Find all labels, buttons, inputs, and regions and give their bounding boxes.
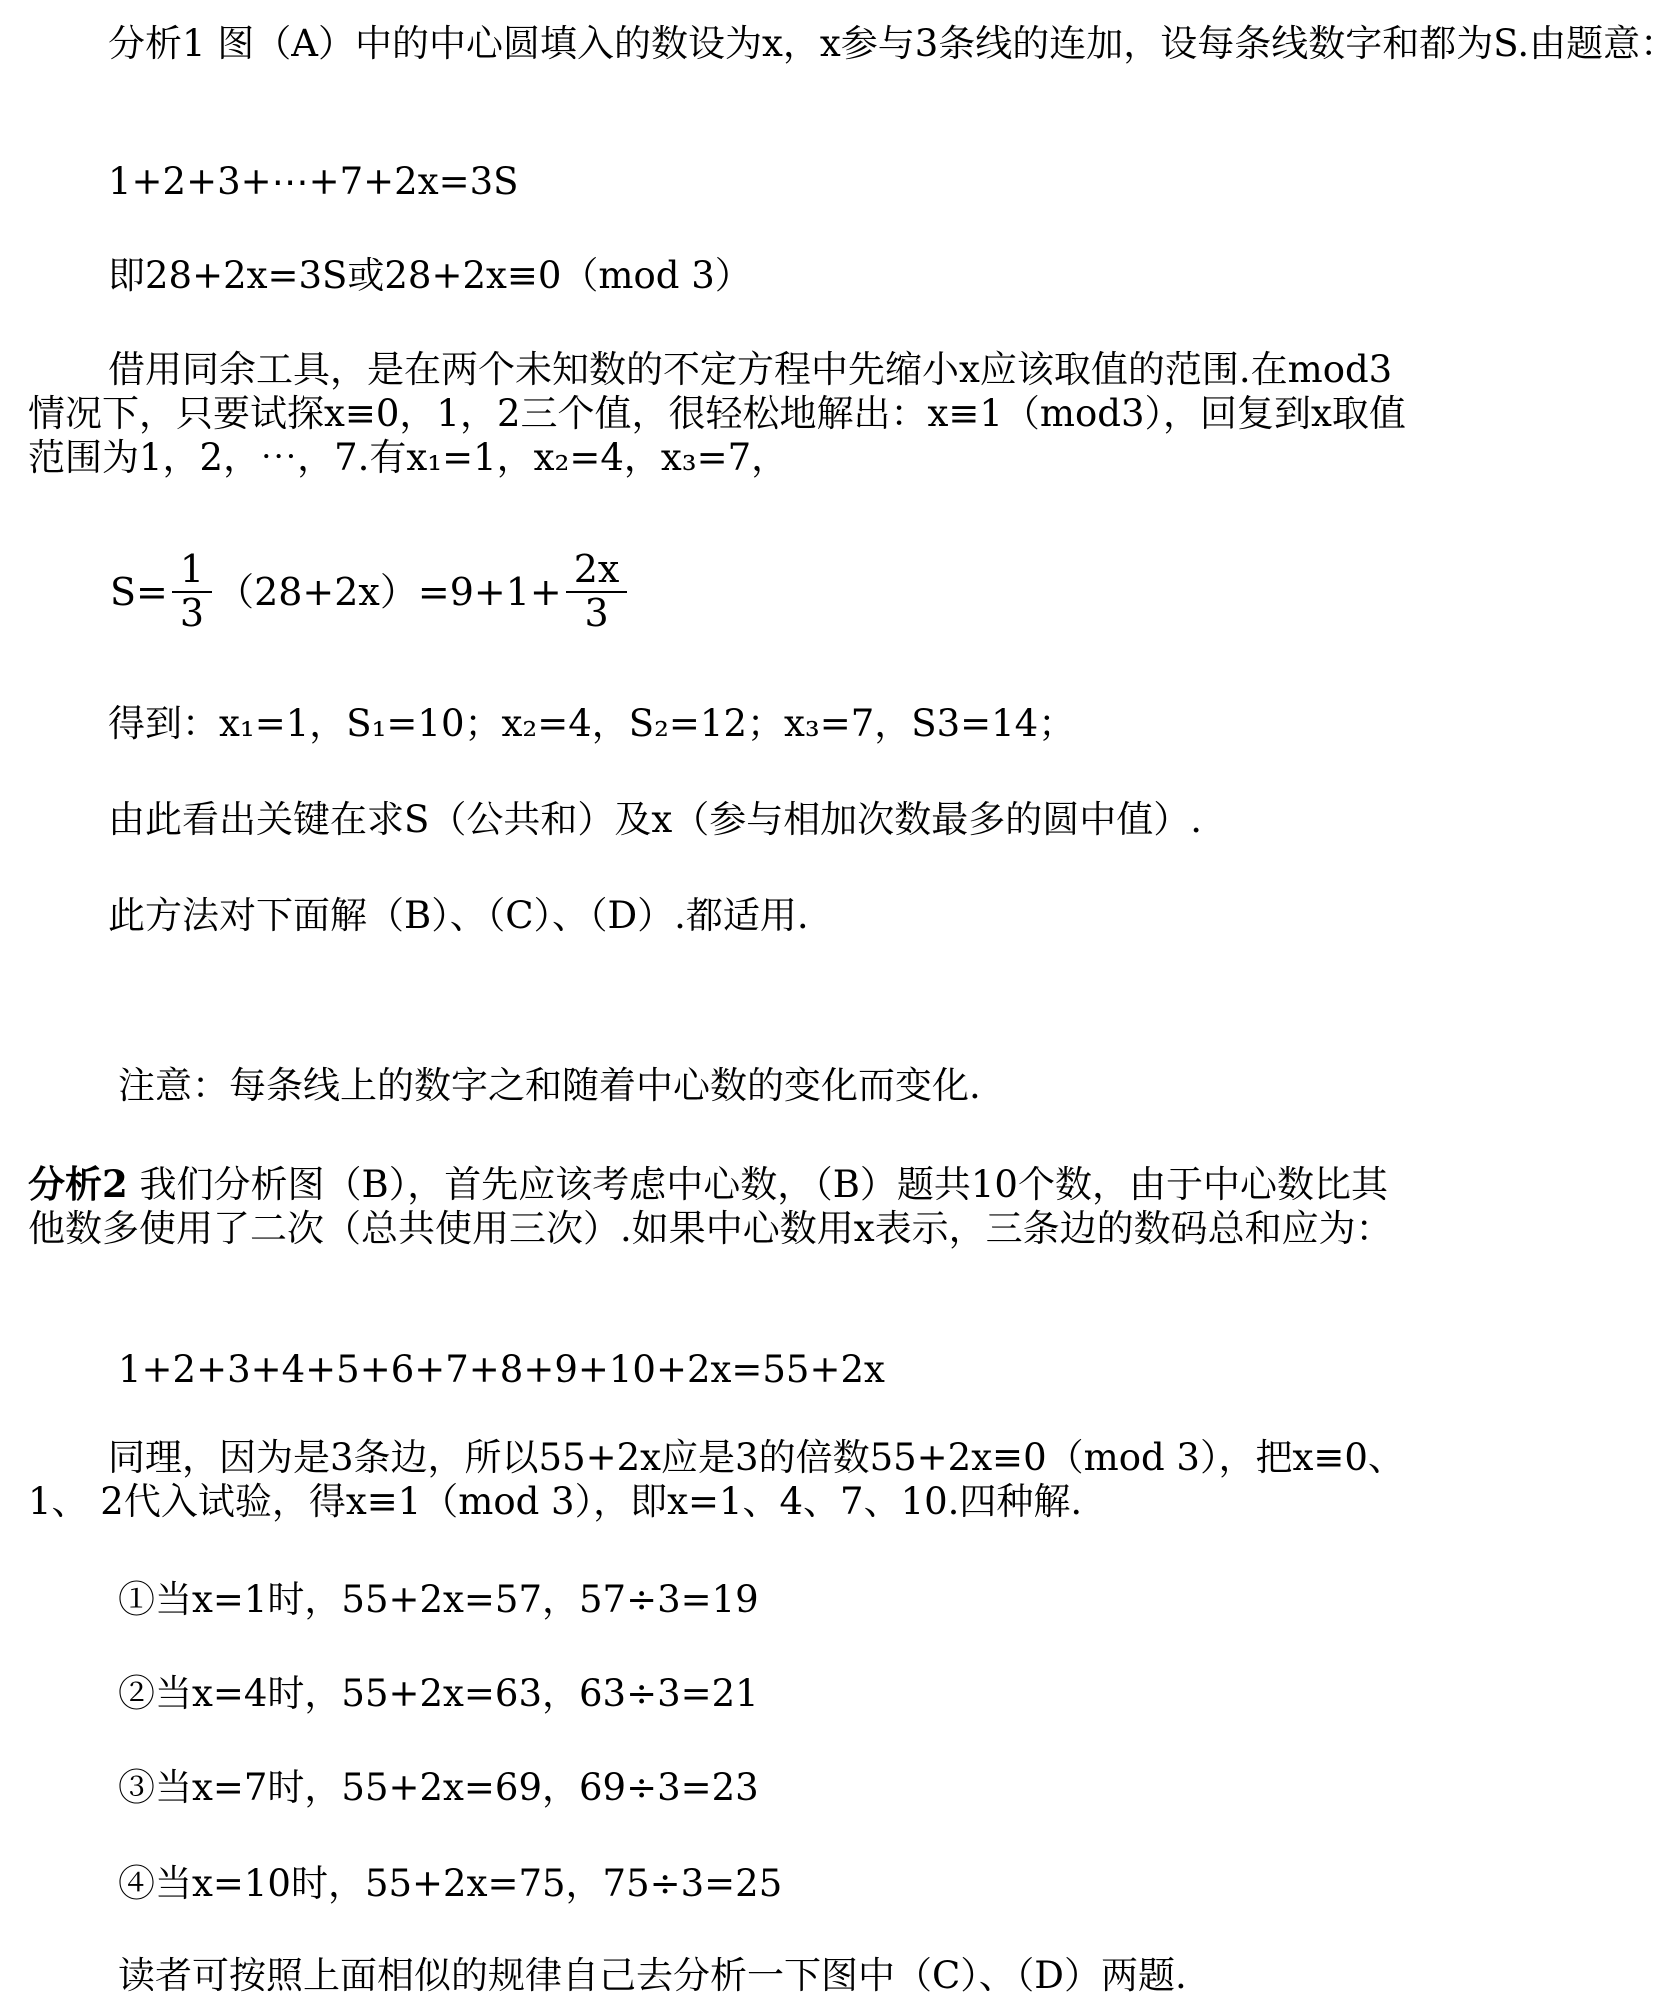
case-item: ③当x=7时，55+2x=69，69÷3=23 bbox=[118, 1766, 759, 1809]
analysis1-results: 得到：x₁=1，S₁=10；x₂=4，S₂=12；x₃=7，S3=14； bbox=[108, 702, 1076, 745]
s-formula bbox=[110, 542, 623, 642]
analysis1-congruence-text: 借用同余工具，是在两个未知数的不定方程中先缩小x应该取值的范围.在mod3情况下，只要试探x≡0，1，2三个值，很轻松地解出：x≡1（mod3），回复到x取值范围为1，2，⋯，7.有 bbox=[28, 348, 1406, 479]
analysis1-equation-mod: 即28+2x=3S或28+2x≡0（mod 3） bbox=[108, 254, 752, 297]
analysis1-caution: 注意：每条线上的数字之和随着中心数的变化而变化. bbox=[118, 1064, 981, 1107]
x1-value: x₁=1 bbox=[406, 436, 497, 479]
x3-value: x₃=7 bbox=[660, 436, 752, 479]
analysis2-equation: 1+2+3+4+5+6+7+8+9+10+2x=55+2x bbox=[118, 1348, 885, 1391]
analysis1-key-point: 由此看出关键在求S（公共和）及x（参与相加次数最多的圆中值）. bbox=[108, 798, 1202, 841]
fraction-2x-over-3 bbox=[570, 549, 624, 635]
fraction-denominator: 3 bbox=[584, 591, 609, 635]
case-item: ①当x=1时，55+2x=57，57÷3=19 bbox=[118, 1578, 759, 1621]
formula-middle: （28+2x）=9+1+ bbox=[216, 570, 562, 614]
x2-value: x₂=4 bbox=[533, 436, 624, 479]
analysis1-intro: 分析1 图（A）中的中心圆填入的数设为x，x参与3条线的连加，设每条线数字和都为S.由题意： bbox=[108, 22, 1677, 65]
analysis1-congruence-paragraph: 借用同余工具，是在两个未知数的不定方程中先缩小x应该取值的范围.在mod3情况下，只要试探x≡0，1，2三个值，很轻松地解出：x≡1（mod3），回复到x取值范围为1，2，⋯，7.有x₁=1，x₂=4，x₃=7， bbox=[28, 348, 1406, 479]
analysis2-heading: 分析2 bbox=[28, 1162, 128, 1206]
fraction-one-third bbox=[176, 549, 208, 635]
case-item: ④当x=10时，55+2x=75，75÷3=25 bbox=[118, 1862, 783, 1905]
analysis2-congruence-paragraph: 同理，因为是3条边，所以55+2x应是3的倍数55+2x≡0（mod 3），把x≡0、1、 2代入试验，得x≡1（mod 3），即x=1、4、7、10.四种解. bbox=[28, 1436, 1405, 1523]
analysis2-closing: 读者可按照上面相似的规律自己去分析一下图中（C）、（D）两题. bbox=[118, 1954, 1187, 1997]
analysis1-equation-sum: 1+2+3+⋯+7+2x=3S bbox=[108, 160, 519, 203]
case-item: ②当x=4时，55+2x=63，63÷3=21 bbox=[118, 1672, 759, 1715]
fraction-numerator: 1 bbox=[179, 547, 205, 592]
fraction-numerator: 2x bbox=[573, 547, 620, 592]
fraction-denominator: 3 bbox=[179, 591, 205, 635]
analysis2-intro-text: 我们分析图（B），首先应该考虑中心数，（B）题共10个数，由于中心数比其他数多使用了二次（总共使用三次）.如果中心数用x表示，三条边的数码总和应为： bbox=[28, 1163, 1393, 1250]
analysis1-method-note: 此方法对下面解（B）、（C）、（D）.都适用. bbox=[108, 894, 809, 937]
formula-lhs: S= bbox=[110, 570, 168, 614]
analysis2-intro bbox=[28, 1162, 1418, 1251]
